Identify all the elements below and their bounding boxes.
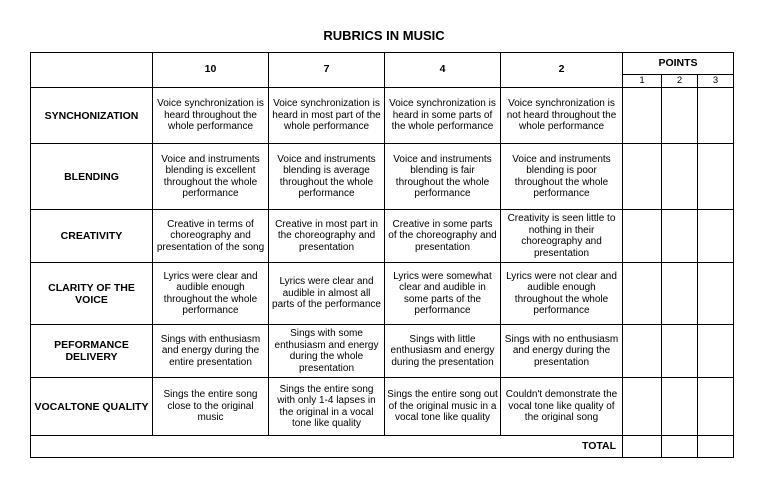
descriptor-4: Voice and instruments blending is fair throughout the whole performance (385, 144, 501, 210)
header-row (31, 53, 734, 75)
descriptor-4: Voice synchronization is heard in some parts of the whole performance (385, 88, 501, 144)
table-row (31, 144, 734, 210)
descriptor-10: Lyrics were clear and audible enough throughout the whole performance (153, 263, 269, 325)
descriptor-7: Sings the entire song with only 1-4 lapses in the original in a vocal tone like quality (269, 378, 385, 436)
points-cell[interactable] (698, 378, 734, 436)
descriptor-10: Sings with enthusiasm and energy during the entire presentation (153, 325, 269, 378)
points-cell[interactable] (623, 263, 662, 325)
rubric-table (30, 52, 734, 458)
points-cell[interactable] (698, 88, 734, 144)
points-cell[interactable] (662, 210, 698, 263)
points-cell[interactable] (662, 263, 698, 325)
descriptor-7: Voice and instruments blending is average throughout the whole performance (269, 144, 385, 210)
page-title: RUBRICS IN MUSIC (323, 28, 445, 43)
table-row (31, 88, 734, 144)
points-cell[interactable] (623, 325, 662, 378)
points-cell[interactable] (698, 144, 734, 210)
criterion-label: CREATIVITY (31, 210, 153, 263)
points-cell[interactable] (623, 210, 662, 263)
descriptor-7: Creative in most part in the choreography and presentation (269, 210, 385, 263)
descriptor-4: Sings with little enthusiasm and energy during the presentation (385, 325, 501, 378)
descriptor-2: Sings with no enthusiasm and energy during the presentation (501, 325, 623, 378)
points-cell[interactable] (623, 144, 662, 210)
descriptor-4: Lyrics were somewhat clear and audible in some parts of the performance (385, 263, 501, 325)
points-cell[interactable] (698, 210, 734, 263)
criterion-label: SYNCHONIZATION (31, 88, 153, 144)
criterion-label: CLARITY OF THE VOICE (31, 263, 153, 325)
descriptor-2: Voice synchronization is not heard throughout the whole performance (501, 88, 623, 144)
total-row (31, 436, 734, 458)
header-score-4: 4 (385, 53, 501, 88)
descriptor-7: Sings with some enthusiasm and energy during the whole presentation (269, 325, 385, 378)
descriptor-4: Creative in some parts of the choreography and presentation (385, 210, 501, 263)
header-criterion-blank (31, 53, 153, 88)
total-cell[interactable] (623, 436, 662, 458)
header-score-2: 2 (501, 53, 623, 88)
points-cell[interactable] (698, 325, 734, 378)
points-cell[interactable] (662, 325, 698, 378)
points-cell[interactable] (662, 144, 698, 210)
table-row (31, 325, 734, 378)
table-row (31, 263, 734, 325)
descriptor-2: Voice and instruments blending is poor throughout the whole performance (501, 144, 623, 210)
points-col-1: 1 (623, 75, 662, 88)
total-cell[interactable] (698, 436, 734, 458)
descriptor-4: Sings the entire song out of the original music in a vocal tone like quality (385, 378, 501, 436)
header-points: POINTS (623, 53, 734, 75)
descriptor-10: Sings the entire song close to the original music (153, 378, 269, 436)
header-score-7: 7 (269, 53, 385, 88)
criterion-label: VOCALTONE QUALITY (31, 378, 153, 436)
descriptor-7: Voice synchronization is heard in most part of the whole performance (269, 88, 385, 144)
criterion-label: PEFORMANCE DELIVERY (31, 325, 153, 378)
descriptor-2: Creativity is seen little to nothing in their choreography and presentation (501, 210, 623, 263)
criterion-label: BLENDING (31, 144, 153, 210)
points-col-2: 2 (662, 75, 698, 88)
descriptor-2: Couldn't demonstrate the vocal tone like quality of the original song (501, 378, 623, 436)
points-col-3: 3 (698, 75, 734, 88)
descriptor-2: Lyrics were not clear and audible enough throughout the whole performance (501, 263, 623, 325)
descriptor-7: Lyrics were clear and audible in almost all parts of the performance (269, 263, 385, 325)
points-cell[interactable] (623, 88, 662, 144)
descriptor-10: Creative in terms of choreography and presentation of the song (153, 210, 269, 263)
total-cell[interactable] (662, 436, 698, 458)
total-label: TOTAL (31, 436, 623, 458)
points-cell[interactable] (662, 88, 698, 144)
points-cell[interactable] (623, 378, 662, 436)
points-cell[interactable] (662, 378, 698, 436)
table-row (31, 210, 734, 263)
descriptor-10: Voice synchronization is heard throughout the whole performance (153, 88, 269, 144)
points-cell[interactable] (698, 263, 734, 325)
descriptor-10: Voice and instruments blending is excellent throughout the whole performance (153, 144, 269, 210)
header-score-10: 10 (153, 53, 269, 88)
table-row (31, 378, 734, 436)
